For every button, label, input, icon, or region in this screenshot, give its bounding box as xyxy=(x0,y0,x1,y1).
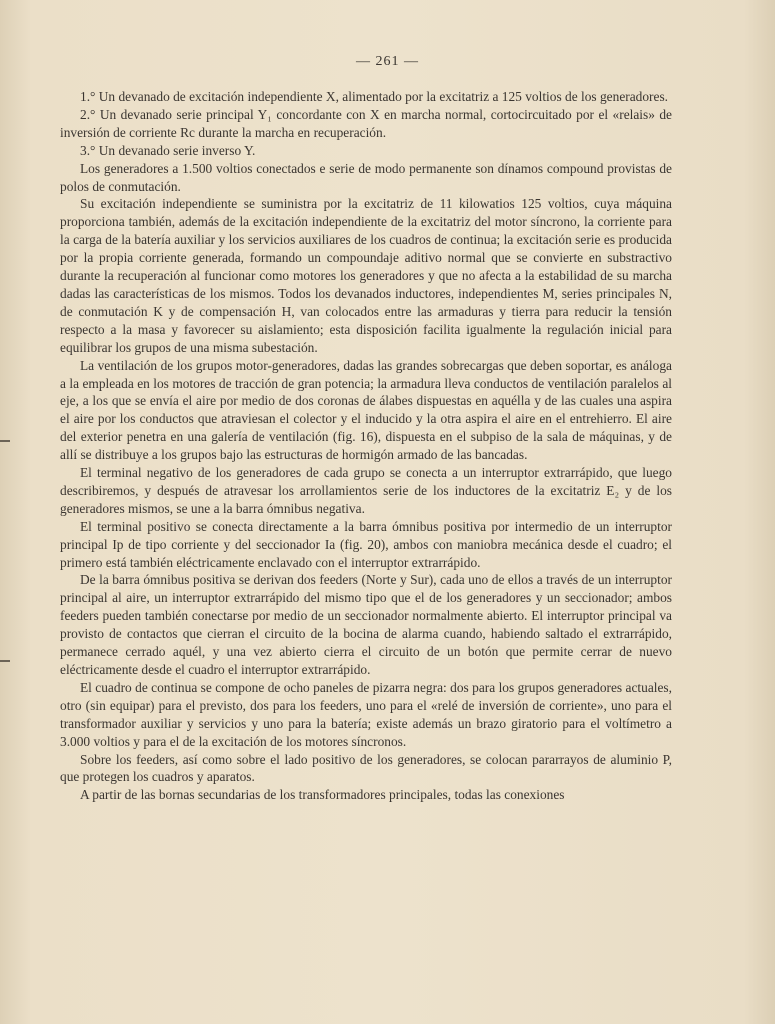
paragraph: 1.° Un devanado de excitación independiente X, alimentado por la excitatriz a 125 voltios de los generadores. xyxy=(80,89,669,104)
paragraph: De la barra ómnibus positiva se derivan dos feeders (Norte y Sur), cada uno de ellos a través de un interruptor principal al aire, un interruptor extrarrápido del mismo tipo que el de los generadores y un seccionador; ambos feeders pueden también conectarse por medio de un seccionador normalmente abierto. El interruptor principal va provisto de contactos que cierran el circuito de la bocina de alarma cuando, habiendo saltado el extrarrápido, permanece cerrado aquél, y una vez abierto cierra el circuito de un botón que permite cerrar de nuevo eléctricamente desde el cuadro el interruptor extrarrápido. xyxy=(60,572,672,677)
paragraph: Sobre los feeders, así como sobre el lado positivo de los generadores, se colocan pararrayos de aluminio P, que protegen los cuadros y aparatos. xyxy=(60,751,672,785)
paragraph: El cuadro de continua se compone de ocho paneles de pizarra negra: dos para los grupos generadores actuales, otro (sin equipar) para el previsto, dos para los feeders, uno para el «relé de inversión de corriente», uno para el transformador auxiliar y servicios y uno para la batería; existe además un brazo giratorio para el voltímetro a 3.000 voltios y para el de la excitación de los motores síncronos. xyxy=(60,679,672,749)
paragraph: El terminal negativo de los generadores de cada grupo se conecta a un interruptor extrarrápido, que luego describiremos, y después de atravesar los arrollamientos serie de los inductores de la excitatriz E₂ y de los generadores mismos, se une a la barra ómnibus negativa. xyxy=(60,465,672,516)
page-edge-mark xyxy=(0,440,10,442)
paragraph: 3.° Un devanado serie inverso Y. xyxy=(80,142,256,158)
paragraph: A partir de las bornas secundarias de los transformadores principales, todas las conexiones xyxy=(80,787,565,803)
paragraph: El terminal positivo se conecta directamente a la barra ómnibus positiva por intermedio de un interruptor principal Ip de tipo corriente y del seccionador Ia (fig. 20), ambos con maniobra mecánica desde el cuadro; el primero está también eléctricamente enclavado con el interruptor extrarrápido. xyxy=(60,518,672,570)
paragraph: La ventilación de los grupos motor-generadores, dadas las grandes sobrecargas que deben soportar, es análoga a la empleada en los motores de tracción de gran potencia; la armadura lleva conductos de ventilación paralelos al eje, a los que se envía el aire por medio de dos coronas de álabes dispuestas en aquélla y de las cuales una aspira el aire por los conductos que atraviesan el colector y el inducido y la otra aspira el aire en el entrehierro. El aire del exterior penetra en una galería de ventilación (fig. 16), dispuesta en el subpiso de la sala de máquinas, y de allí se distribuye a los grupos bajo las estructuras de hormigón armado de las bancadas. xyxy=(60,357,672,463)
page-edge-mark xyxy=(0,660,10,662)
paragraph: Los generadores a 1.500 voltios conectados e serie de modo permanente son dínamos compound provistas de polos de conmutación. xyxy=(60,160,672,194)
paragraph: Su excitación independiente se suministra por la excitatriz de 11 kilowatios 125 voltios, cuya máquina proporciona también, además de la excitación independiente de la excitatriz del motor síncrono, la corriente para la carga de la batería auxiliar y los servicios auxiliares de los cuadros de continua; la excitación serie es producida por la propia corriente generada, formando un compoundaje aditivo normal que se convierte en substractivo durante la recuperación al funcionar como motores los generadores y que no afecta a la estabilidad de su marcha dadas las características de los mismos. Todos los devanados inductores, independientes M, series principales N, de conmutación K y de compensación H, van colocados entre las armaduras y tierra para reducir la tensión respecto a la masa y favorecer su aislamiento; esta disposición facilita igualmente la regulación inicial para equilibrar los grupos de una misma subestación. xyxy=(60,196,672,355)
page-number: — 261 — xyxy=(356,54,419,69)
body-text xyxy=(60,88,672,804)
paragraph: 2.° Un devanado serie principal Y₁ concordante con X en marcha normal, cortocircuitado por el «relais» de inversión de corriente Rc durante la marcha en recuperación. xyxy=(60,106,672,140)
